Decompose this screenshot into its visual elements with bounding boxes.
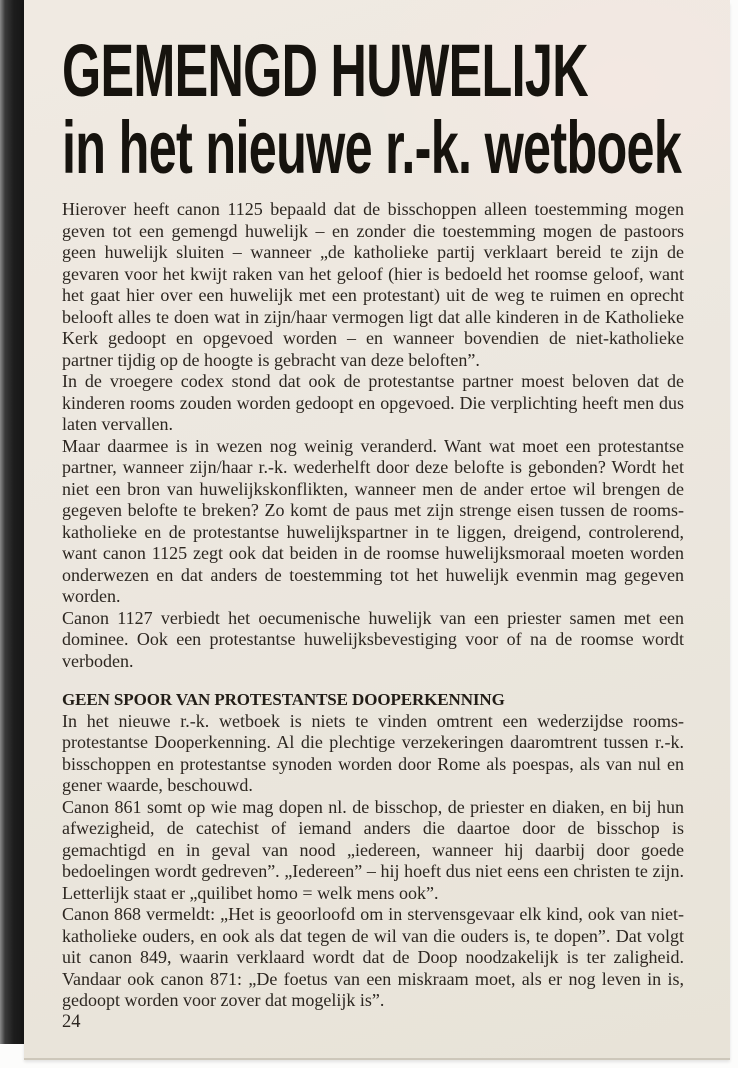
title-line-2: in het nieuwe r.-k. wetboek xyxy=(62,106,682,189)
title-line-1: GEMENGD HUWELIJK xyxy=(62,29,588,112)
paragraph-section-3: Canon 868 vermeldt: „Het is geoorloofd om in stervensgevaar elk kind, ook van niet-katholieke ouders, en ook als dat tegen de wil van die ouders is, te dopen”. Dat volgt uit canon 849, waarin verklaard wordt dat de Doop noodzakelijk is ter zaligheid. Vandaar ook canon 871: „De foetus van een miskraam moet, als er nog leven in is, gedoopt worden voor zover dat mogelijk is”. xyxy=(62,904,684,1010)
section-heading: GEEN SPOOR VAN PROTESTANTSE DOOPERKENNING xyxy=(62,690,505,709)
paragraph-intro-1: Hierover heeft canon 1125 bepaald dat de bisschoppen alleen toestemming mogen geven tot een gemengd huwelijk – en zonder die toestemming mogen de pastoors geen huwelijk sluiten – wanneer „de katholieke partij verklaart bereid te zijn de gevaren voor het kwijt raken van het geloof (hier is bedoeld het roomse geloof, want het gaat hier over een huwelijk met een protestant) uit de weg te ruimen en oprecht belooft alles te doen wat in zijn/haar vermogen ligt dat alle kinderen in de Katholieke Kerk gedoopt en opgevoed worden – en wanneer bovendien de niet-katholieke partner tijdig op de hoogte is gebracht van deze beloften”. xyxy=(62,199,684,370)
paragraph-section-1: In het nieuwe r.-k. wetboek is niets te vinden omtrent een wederzijdse rooms-protestantse Dooperkenning. Al die plechtige verzekeringen daaromtrent tussen r.-k. bisschoppen en protestantse synoden worden door Rome als poespas, als van nul en gener waarde, beschouwd. xyxy=(62,710,684,795)
paragraph-intro-2: In de vroegere codex stond dat ook de protestantse partner moest beloven dat de kinderen rooms zouden worden gedoopt en opgevoed. Die verplichting heeft men dus laten vervallen. xyxy=(62,371,684,434)
article-title xyxy=(62,29,682,189)
paragraph-intro-3: Maar daarmee is in wezen nog weinig veranderd. Want wat moet een protestantse partner, wanneer zijn/haar r.-k. wederhelft door deze belofte is gebonden? Wordt het niet een bron van huwelijkskonflikten, wanneer men de ander ertoe wil brengen de gegeven belofte te breken? Zo komt de paus met zijn strenge eisen tussen de rooms-katholieke en de protestantse huwelijkspartner in te liggen, dreigend, controlerend, want canon 1125 zegt ook dat beiden in de roomse huwelijksmoraal moeten worden onderwezen en dat anders de toestemming tot het huwelijk evenmin mag gegeven worden. xyxy=(62,435,684,606)
paragraph-section-2: Canon 861 somt op wie mag dopen nl. de bisschop, de priester en diaken, en bij hun afwezigheid, de catechist of iemand anders die daartoe door de bisschop is gemachtigd en in geval van nood „iedereen, wanneer hij daarbij door goede bedoelingen wordt gedreven”. „Iedereen” – hij hoeft dus niet eens een christen te zijn. Letterlijk staat er „quilibet homo = welk mens ook”. xyxy=(62,796,684,903)
page-number: 24 xyxy=(62,1012,81,1032)
paragraph-intro-4: Canon 1127 verbiedt het oecumenische huwelijk van een priester samen met een dominee. Ook een protestantse huwelijksbevestiging voor of na de roomse wordt verboden. xyxy=(62,607,684,671)
article-body xyxy=(62,199,684,1012)
book-page xyxy=(24,0,730,1058)
scan-gutter-shadow xyxy=(0,0,25,1044)
